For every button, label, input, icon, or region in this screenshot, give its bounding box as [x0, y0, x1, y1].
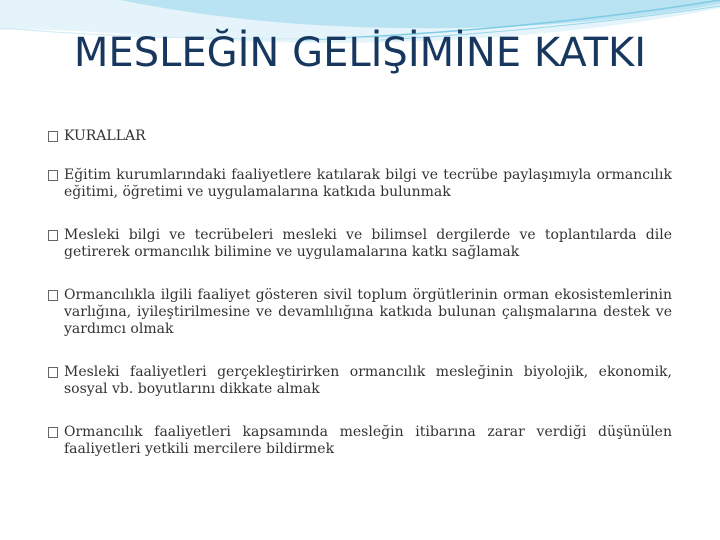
list-item-text: Ormancılıkla ilgili faaliyet gösteren sivil toplum örgütlerinin orman ekosistemlerinin varlığına, iyileştirilmesine ve devamlılığına katkıda bulunan çalışmalarına destek ve yardımcı olmak: [64, 287, 672, 337]
bullet-list: [48, 128, 672, 458]
list-item: [48, 227, 672, 261]
list-item-text: Ormancılık faaliyetleri kapsamında mesleğin itibarına zarar verdiği düşünülen faaliyetleri yetkili mercilere bildirmek: [64, 424, 672, 457]
list-item-text: Mesleki faaliyetleri gerçekleştirirken ormancılık mesleğinin biyolojik, ekonomik, sosyal vb. boyutlarını dikkate almak: [64, 364, 672, 397]
list-item: [48, 364, 672, 398]
empty-square-bullet-icon: [48, 367, 58, 378]
list-item: [48, 424, 672, 458]
empty-square-bullet-icon: [48, 290, 58, 301]
list-item-text: Eğitim kurumlarındaki faaliyetlere katılarak bilgi ve tecrübe paylaşımıyla ormancılık eğitimi, öğretimi ve uygulamalarına katkıda bulunmak: [64, 167, 672, 200]
page-title: MESLEĞİN GELİŞİMİNE KATKI: [73, 30, 647, 76]
empty-square-bullet-icon: [48, 170, 58, 181]
empty-square-bullet-icon: [48, 230, 58, 241]
list-item: [48, 167, 672, 201]
empty-square-bullet-icon: [48, 427, 58, 438]
list-item: [48, 287, 672, 338]
empty-square-bullet-icon: [48, 131, 58, 142]
list-item: [48, 128, 672, 145]
list-item-text: Mesleki bilgi ve tecrübeleri mesleki ve bilimsel dergilerde ve toplantılarda dile getirerek ormancılık bilimine ve uygulamalarına katkı sağlamak: [64, 227, 672, 260]
list-item-text: KURALLAR: [64, 128, 146, 144]
